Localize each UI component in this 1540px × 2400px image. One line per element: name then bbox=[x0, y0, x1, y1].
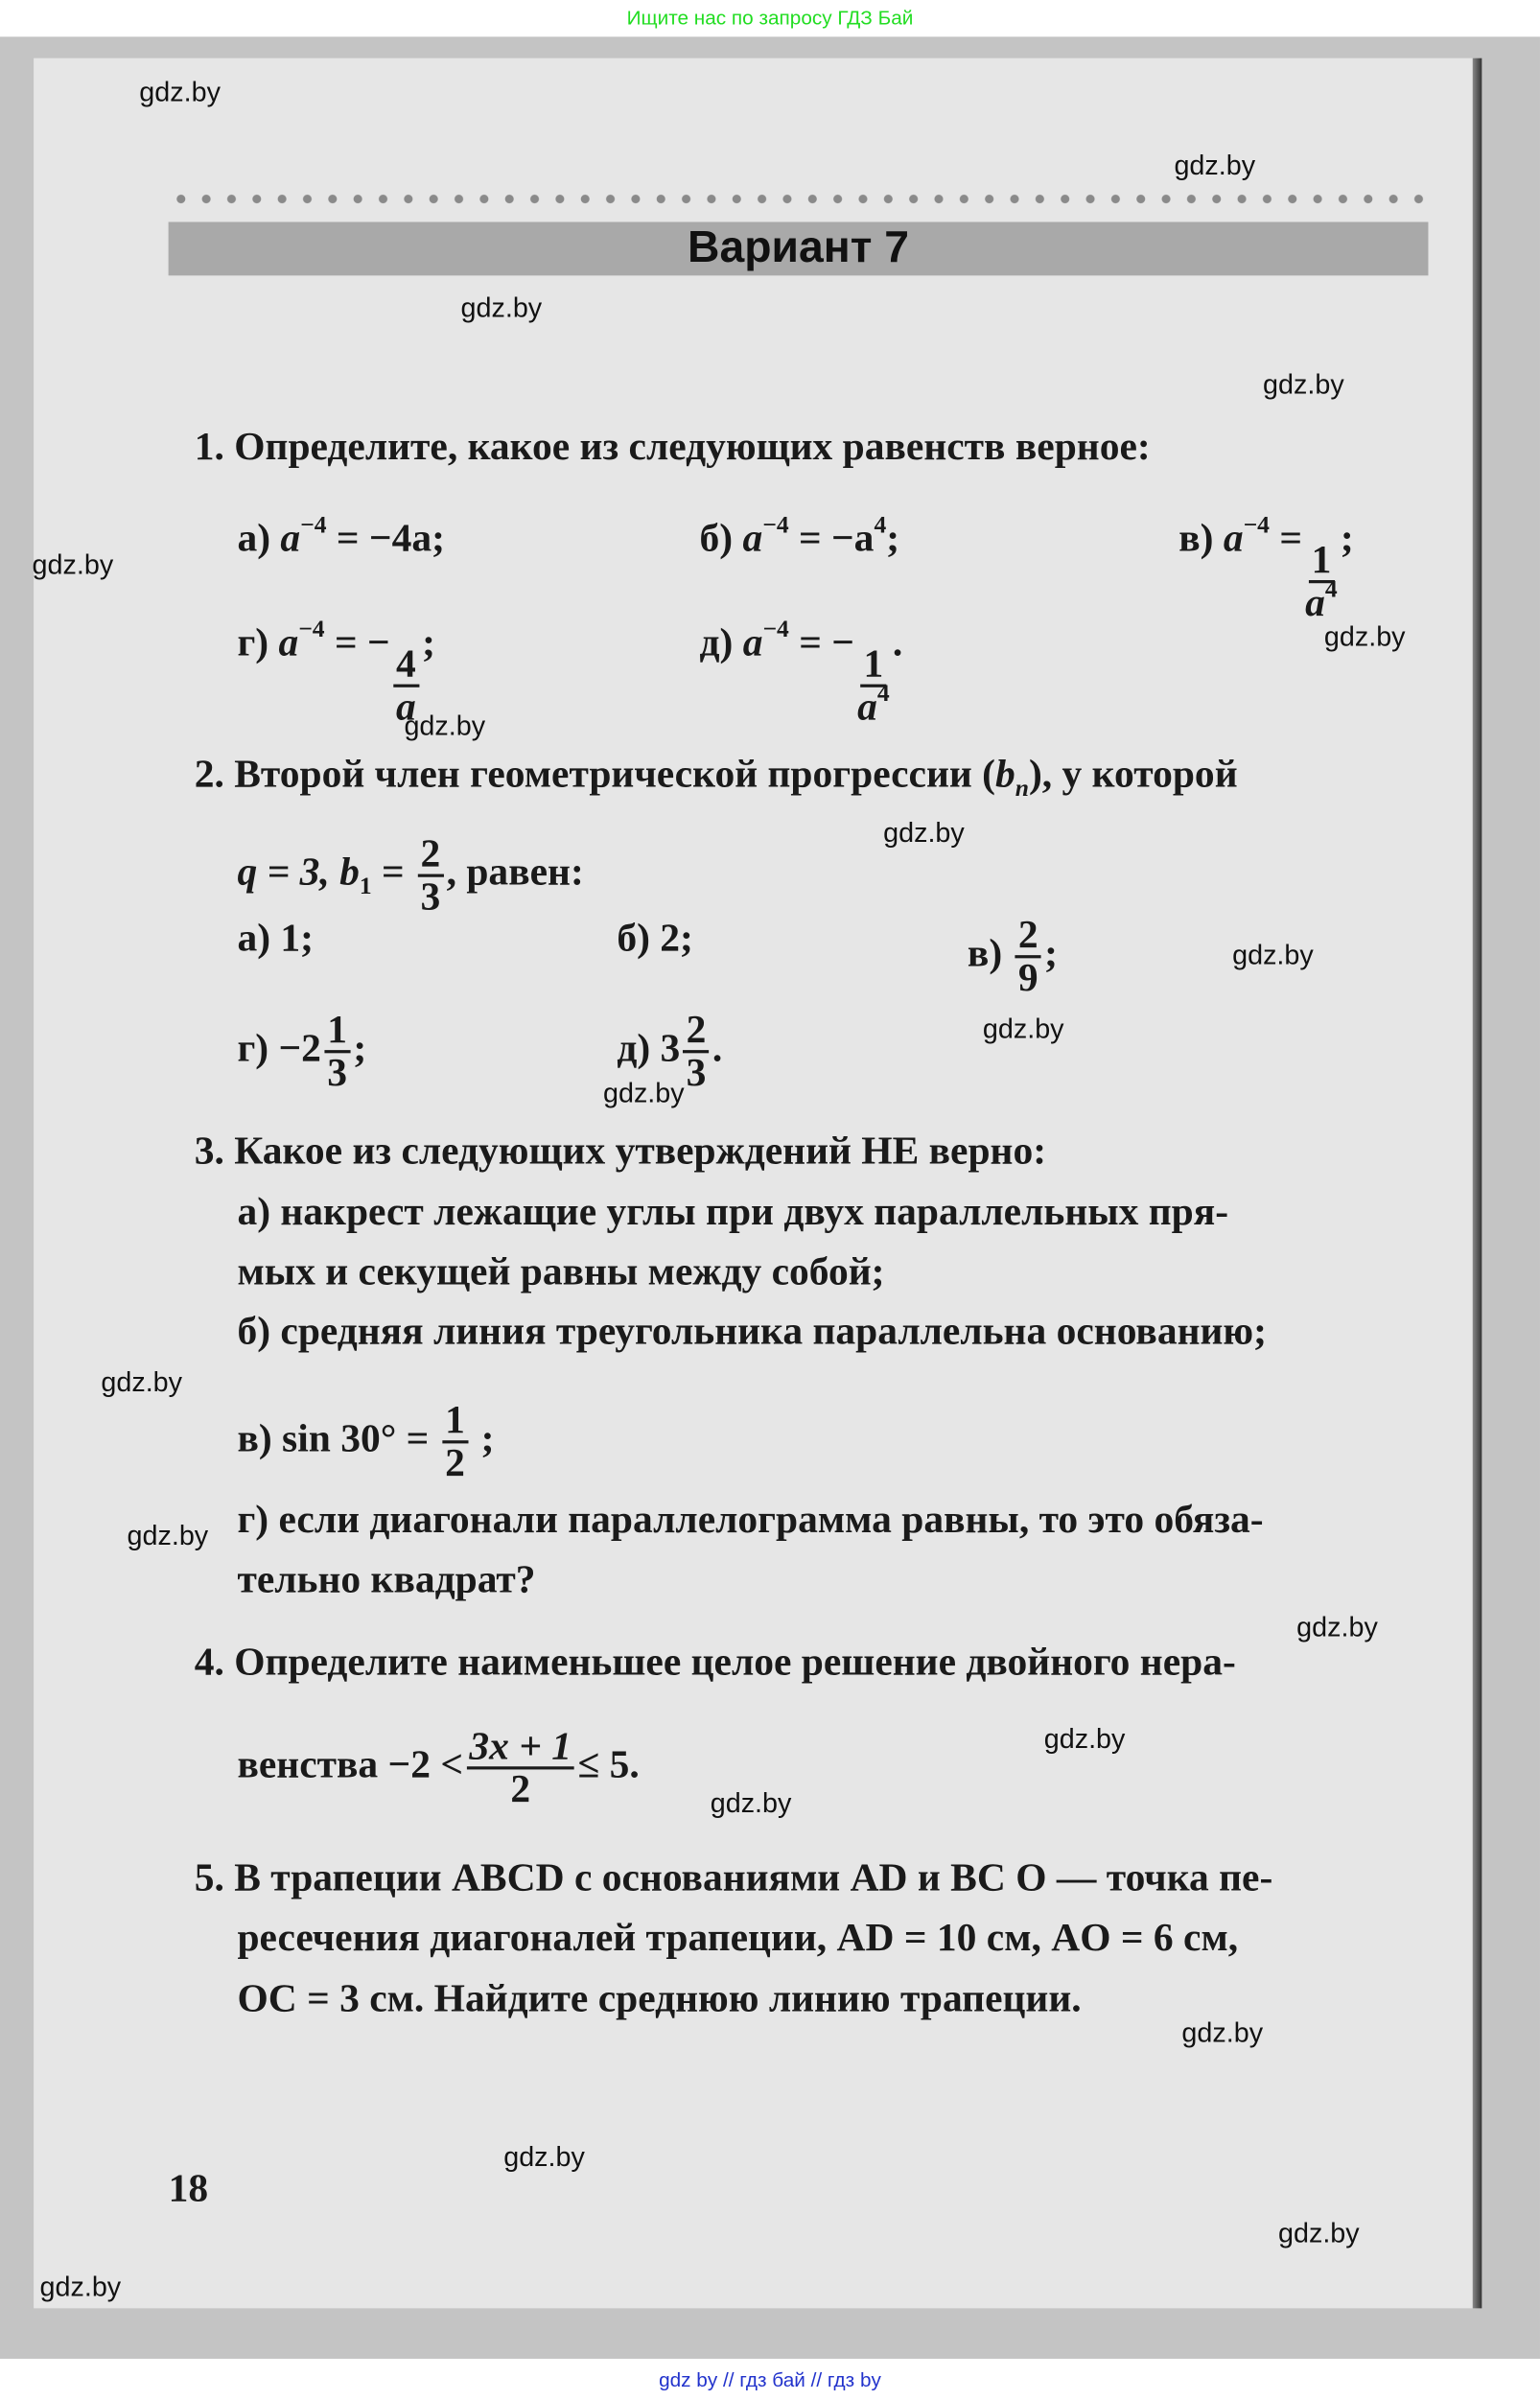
q3-option-a-line1: а) накрест лежащие углы при двух параллельных пря- bbox=[237, 1189, 1229, 1234]
page-title: Вариант 7 bbox=[688, 223, 909, 273]
q2-option-g: г) −2 $\frac{1}{3}$ ; bbox=[237, 1007, 367, 1095]
watermark: gdz.by bbox=[1296, 1612, 1378, 1643]
watermark: gdz.by bbox=[1232, 940, 1314, 971]
top-banner[interactable]: Ищите нас по запросу ГДЗ Бай bbox=[626, 6, 914, 30]
q2-option-a: а) 1; bbox=[237, 915, 314, 960]
watermark: gdz.by bbox=[883, 817, 965, 849]
page-edge bbox=[1473, 58, 1482, 2309]
q5-line2: ресечения диагоналей трапеции, AD = 10 см, AO = 6 см, bbox=[237, 1915, 1239, 1960]
watermark: gdz.by bbox=[1043, 1723, 1126, 1755]
watermark: gdz.by bbox=[404, 710, 486, 741]
q3-text: 3. Какое из следующих утверждений НЕ верно: bbox=[194, 1128, 1047, 1173]
q2-option-v: в) $\frac{2}{9}$ ; bbox=[967, 912, 1058, 1000]
q5-line1: 5. В трапеции ABCD с основаниями AD и BC O — точка пе- bbox=[194, 1854, 1273, 1900]
watermark: gdz.by bbox=[127, 1520, 209, 1551]
q1-option-a: а) $a^{-4} = -4a$; bbox=[237, 512, 445, 561]
q3-option-a-line2: мых и секущей равны между собой; bbox=[237, 1248, 885, 1293]
watermark: gdz.by bbox=[1277, 2218, 1360, 2249]
q2-text: 2. Второй член геометрической прогрессии $(b_n)$, у которой bbox=[194, 751, 1238, 803]
watermark: gdz.by bbox=[39, 2272, 122, 2302]
watermark: gdz.by bbox=[1263, 368, 1344, 400]
watermark: gdz.by bbox=[1181, 2017, 1264, 2048]
watermark: gdz.by bbox=[503, 2141, 585, 2173]
q2-option-d: д) 3 $\frac{2}{3}$ . bbox=[617, 1007, 723, 1095]
q1-option-g: г) $a^{-4}$ = − $\frac{4}{a}$ ; bbox=[237, 617, 436, 729]
watermark: gdz.by bbox=[710, 1787, 792, 1819]
footer-links[interactable]: gdz by // гдз бай // гдз by bbox=[659, 2367, 881, 2391]
q1-option-v: в) $a^{-4}$ = $\frac{1}{a^4}$ ; bbox=[1178, 512, 1354, 625]
q3-option-b: б) средняя линия треугольника параллельна основанию; bbox=[237, 1308, 1267, 1354]
q4-inequality: венства −2 < $\frac{3x + 1}{2}$ ≤ 5. bbox=[237, 1723, 640, 1811]
watermark: gdz.by bbox=[1323, 621, 1406, 653]
title-bar bbox=[169, 221, 1429, 275]
q3-option-g-line1: г) если диагонали параллелограмма равны, то это обяза- bbox=[237, 1497, 1264, 1542]
page-number: 18 bbox=[168, 2165, 209, 2211]
watermark: gdz.by bbox=[101, 1366, 183, 1398]
q3-option-g-line2: тельно квадрат? bbox=[237, 1556, 536, 1601]
q5-line3: OC = 3 см. Найдите среднюю линию трапеции. bbox=[237, 1975, 1082, 2021]
watermark: gdz.by bbox=[460, 291, 543, 323]
watermark: gdz.by bbox=[982, 1013, 1064, 1044]
watermark: gdz.by bbox=[32, 549, 114, 581]
q2-option-b: б) 2; bbox=[617, 915, 693, 960]
q2-condition: q = 3, $b_1$ = $\frac{2}{3}$ , равен: bbox=[237, 830, 584, 919]
q4-text: 4. Определите наименьшее целое решение двойного нера- bbox=[194, 1639, 1236, 1685]
watermark: gdz.by bbox=[139, 76, 221, 107]
q1-option-b: б) $a^{-4} = -a^4$; bbox=[699, 512, 900, 561]
dotted-divider bbox=[169, 193, 1432, 205]
q1-text: 1. Определите, какое из следующих равенств верное: bbox=[194, 424, 1151, 469]
watermark: gdz.by bbox=[602, 1077, 685, 1108]
q1-option-d: д) $a^{-4}$ = − $\frac{1}{a^4}$ . bbox=[699, 617, 903, 729]
q3-option-v: в) sin 30° = $\frac{1}{2}$ ; bbox=[237, 1397, 495, 1485]
watermark: gdz.by bbox=[1174, 150, 1256, 181]
